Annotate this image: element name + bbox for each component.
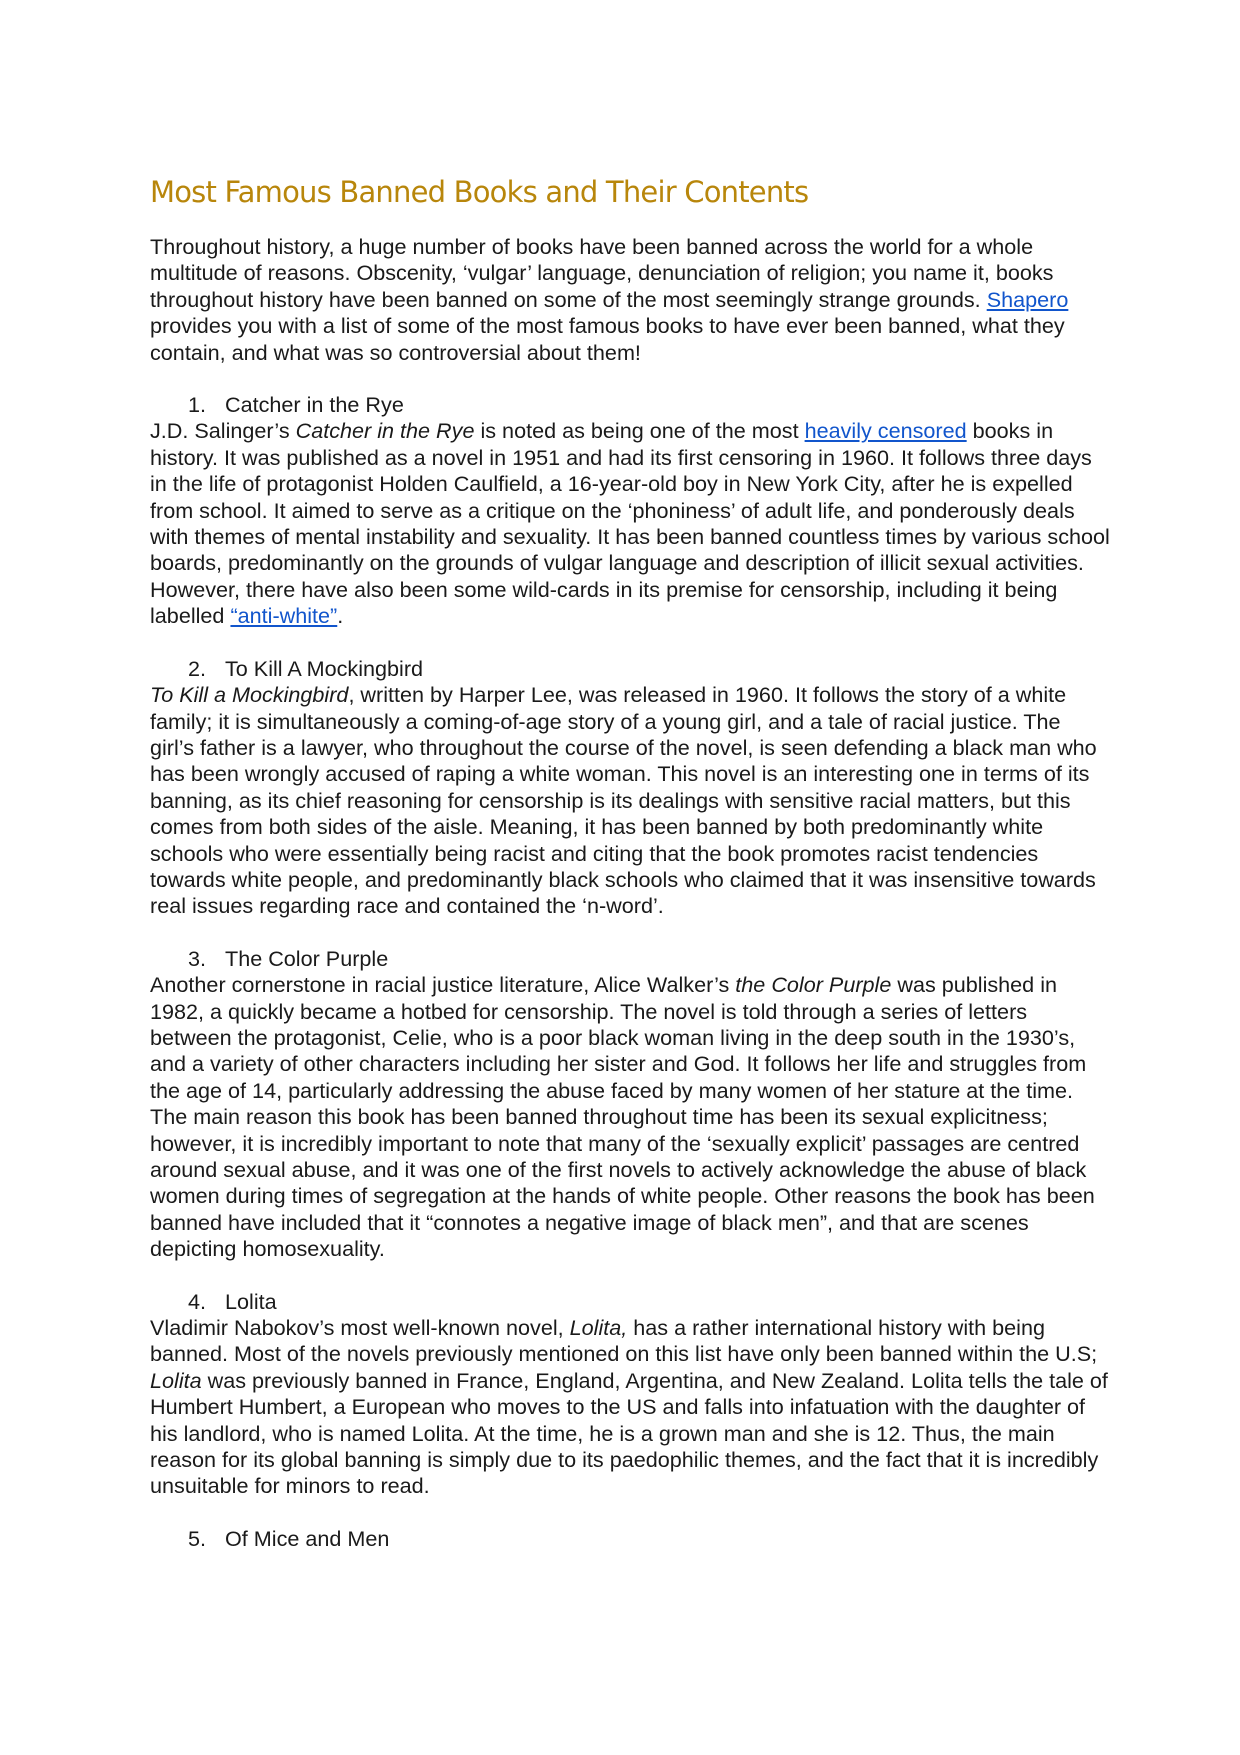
list-item-title: Catcher in the Rye: [225, 392, 404, 418]
shapero-link[interactable]: Shapero: [986, 286, 1069, 312]
list-item-heading-3: [150, 946, 1110, 972]
body-text: .: [337, 603, 344, 629]
list-item-number: 3.: [188, 945, 207, 971]
list-item-number: 1.: [188, 392, 207, 418]
list-item-body-2: [150, 682, 1110, 920]
body-text: , written by Harper Lee, was released in 1960. It follows the story of a white family; it is simultaneously a coming-of-age story of a young girl, and a tale of racial justice. The girl’s father is a lawyer, who throughout the course of the novel, is seen defending a black man who has been wrongly accused of raping a white woman. This novel is an interesting one in terms of its banning, as its chief reasoning for censorship is its dealings with sensitive racial matters, but this comes from both sides of the aisle. Meaning, it has been banned by both predominantly white schools who were essentially being racist and citing that the book promotes racist tendencies towards white people, and predominantly black schools who claimed that it was insensitive towards real issues regarding race and contained the ‘n-word’.: [150, 682, 1097, 919]
body-text: is noted as being one of the most: [474, 418, 805, 444]
list-item-body-1: [150, 418, 1110, 629]
list-item-title: Of Mice and Men: [225, 1525, 390, 1551]
heavily-censored-link[interactable]: heavily censored: [804, 418, 967, 444]
list-item-body-3: [150, 972, 1110, 1262]
body-text: Another cornerstone in racial justice literature, Alice Walker’s: [150, 972, 736, 998]
book-title-italic: Lolita: [150, 1367, 202, 1393]
body-text: J.D. Salinger’s: [150, 418, 296, 444]
intro-text-1: Throughout history, a huge number of books have been banned across the world for a whole multitude of reasons. Obscenity, ‘vulgar’ language, denunciation of religion; you name it, books throughout history have been banned on some of the most seemingly strange grounds.: [150, 234, 1054, 312]
intro-paragraph: [150, 234, 1110, 366]
body-text: books in history. It was published as a novel in 1951 and had its first censoring in 1960. It follows three days in the life of protagonist Holden Caulfield, a 16-year-old boy in New York City, after he is expelled from school. It aimed to serve as a critique on the ‘phoniness’ of adult life, and ponderously deals with themes of mental instability and sexuality. It has been banned countless times by various school boards, predominantly on the grounds of vulgar language and description of illicit sexual activities. However, there have also been some wild-cards in its premise for censorship, including it being labelled: [150, 418, 1110, 629]
book-title-italic: Catcher in the Rye: [295, 418, 475, 444]
book-title-italic: Lolita,: [569, 1315, 628, 1341]
anti-white-link[interactable]: “anti-white”: [230, 603, 338, 629]
list-item-number: 4.: [188, 1288, 207, 1314]
body-text: was previously banned in France, England, Argentina, and New Zealand. Lolita tells the tale of Humbert Humbert, a European who moves to the US and falls into infatuation with the daughter of his landlord, who is named Lolita. At the time, he is a grown man and she is 12. Thus, the main reason for its global banning is simply due to its paedophilic themes, and the fact that it is incredibly unsuitable for minors to read.: [150, 1367, 1108, 1499]
list-item-heading-1: [150, 392, 1110, 418]
body-text: was published in 1982, a quickly became a hotbed for censorship. The novel is told through a series of letters between the protagonist, Celie, who is a poor black woman living in the deep south in the 1930’s, and a variety of other characters including her sister and God. It follows her life and struggles from the age of 14, particularly addressing the abuse faced by many women of her stature at the time. The main reason this book has been banned throughout time has been its sexual explicitness; however, it is incredibly important to note that many of the ‘sexually explicit’ passages are centred around sexual abuse, and it was one of the first novels to actively acknowledge the abuse of black women during times of segregation at the hands of white people. Other reasons the book has been banned have included that it “connotes a negative image of black men”, and that are scenes depicting homosexuality.: [150, 972, 1095, 1262]
list-item-heading-4: [150, 1289, 1110, 1315]
list-item-body-4: [150, 1315, 1110, 1500]
list-item-title: The Color Purple: [225, 945, 389, 971]
intro-text-2: provides you with a list of some of the most famous books to have ever been banned, what they contain, and what was so controversial about them!: [150, 313, 1065, 365]
document-content: [150, 172, 1110, 1552]
list-item-title: To Kill A Mockingbird: [225, 655, 424, 681]
body-text: Vladimir Nabokov’s most well-known novel,: [150, 1315, 570, 1341]
list-item-heading-5: [150, 1526, 1110, 1552]
book-title-italic: the Color Purple: [735, 972, 892, 998]
list-item-number: 2.: [188, 655, 207, 681]
book-title-italic: To Kill a Mockingbird: [150, 682, 349, 708]
page-title: Most Famous Banned Books and Their Contents: [150, 175, 809, 209]
body-text: has a rather international history with being banned. Most of the novels previously mentioned on this list have only been banned within the U.S;: [150, 1315, 1098, 1367]
list-item-number: 5.: [188, 1525, 207, 1551]
list-item-title: Lolita: [225, 1288, 277, 1314]
list-item-heading-2: [150, 656, 1110, 682]
